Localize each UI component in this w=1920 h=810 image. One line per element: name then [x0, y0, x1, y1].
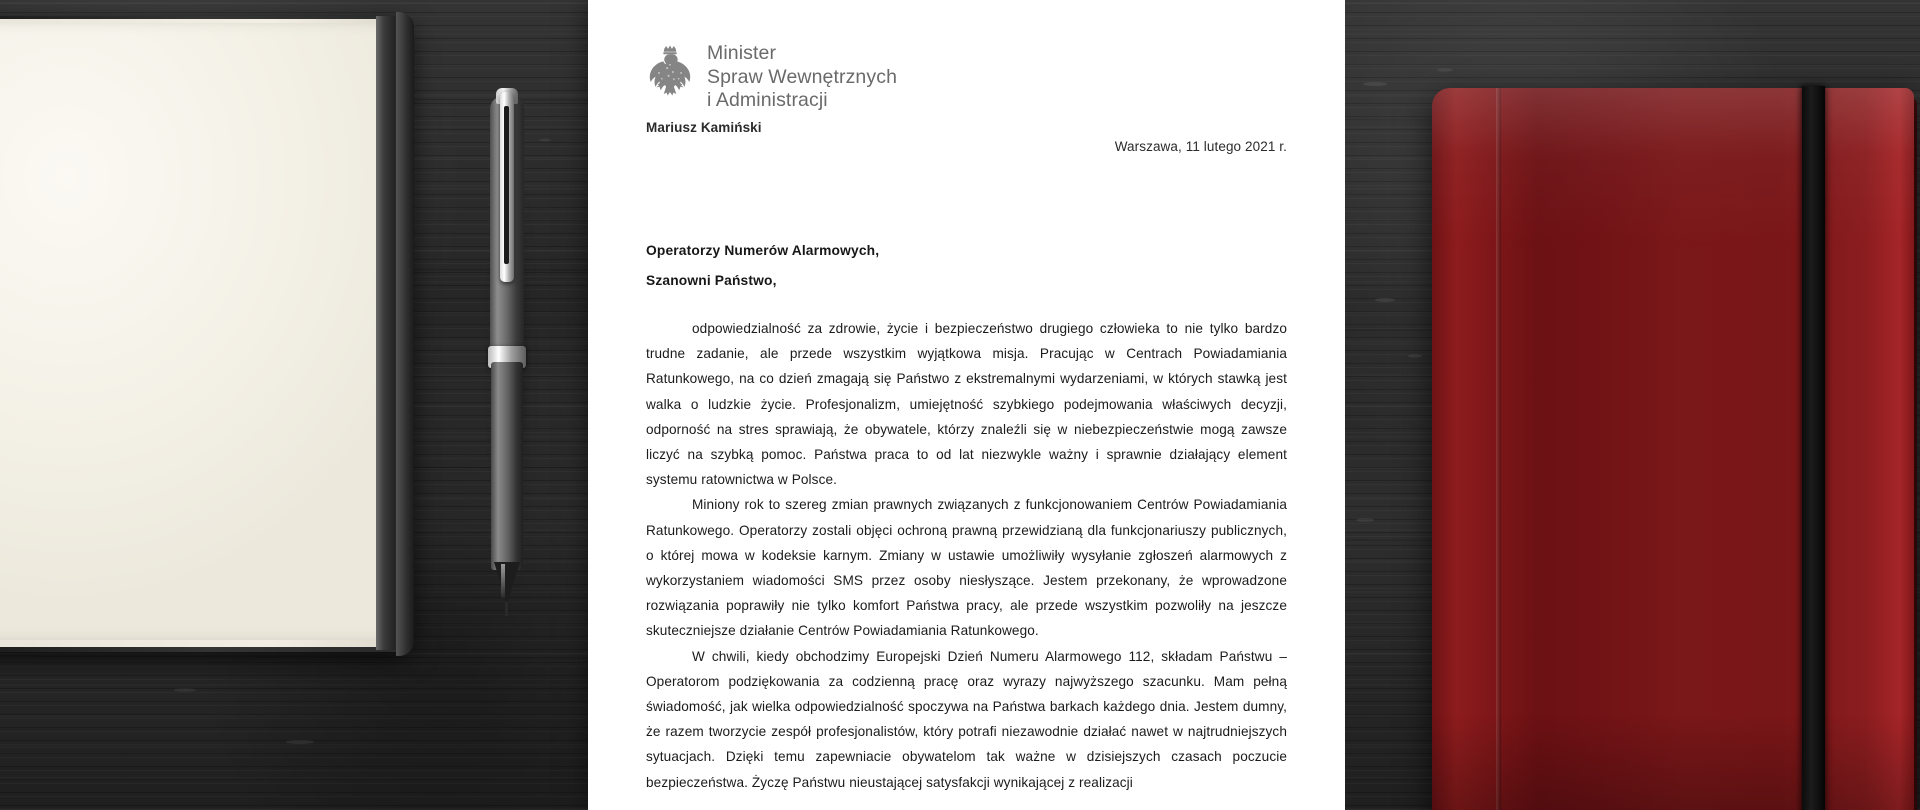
polish-eagle-emblem-icon: [646, 44, 694, 98]
ministry-line-3: i Administracji: [707, 89, 828, 111]
place-and-date: Warszawa, 11 lutego 2021 r.: [1114, 139, 1287, 154]
ballpoint-pen: [486, 62, 528, 614]
letter-document: [588, 0, 1345, 810]
open-notebook: [0, 16, 412, 652]
notebook-cover-edge: [396, 12, 414, 656]
letter-paragraph-2: Miniony rok to szereg zmian prawnych związanych z funkcjonowaniem Centrów Powiadamiania Ratunkowego. Operatorzy zostali objęci ochroną prawną przewidzianą dla funkcjonariuszy publicznych, o której mowa w kodeksie karnym. Zmiany w ustawie umożliwiły wysyłanie zgłoszeń alarmowych z wykorzystaniem wiadomości SMS przez osoby niesłyszące. Jestem przekonany, że wprowadzone rozwiązania poprawiły nie tylko komfort Państwa pracy, ale przede wszystkim pozwoliły na jeszcze skuteczniejsze działanie Centrów Powiadamiania Ratunkowego.: [646, 497, 1287, 639]
pen-clip-slot: [504, 106, 509, 264]
closed-notebook-elastic-band: [1802, 86, 1825, 810]
pen-tip-cone: [494, 562, 520, 604]
pen-tip-highlight: [501, 564, 505, 598]
notebook-blank-page: [0, 23, 387, 640]
closed-notebook: [1432, 88, 1920, 810]
salutation-line-2: Szanowni Państwo,: [646, 273, 777, 288]
letter-paragraph-3: W chwili, kiedy obchodzimy Europejski Dzień Numeru Alarmowego 112, składam Państwu – Operatorom podziękowania za codzienną pracę oraz wyrazy najwyższego szacunku. Mam pełną świadomość, jak wielka odpowiedzialność spoczywa na Państwa barkach każdego dnia. Jestem dumny, że razem tworzycie zespół profesjonalistów, który potrafi niezawodnie działać nawet w najtrudniejszych sytuacjach. Dzięki temu zapewniacie obywatelom tak ważne w dzisiejszych czasach poczucie bezpieczeństwa. Życzę Państwu nieustającej satysfakcji wynikającej z realizacji: [646, 648, 1287, 790]
closed-notebook-cover: [1432, 88, 1914, 810]
ministry-line-2: Spraw Wewnętrznych: [707, 65, 898, 88]
ministry-line-1: Minister: [707, 42, 777, 64]
salutation-line-1: Operatorzy Numerów Alarmowych,: [646, 243, 880, 258]
letter-body: [646, 316, 1287, 795]
pen-nib: [505, 602, 508, 616]
letterhead: [646, 42, 897, 113]
ministry-name: [707, 42, 897, 113]
closed-notebook-spine-fold: [1496, 88, 1501, 810]
letter-page: [588, 0, 1345, 810]
pen-barrel: [491, 362, 523, 570]
letter-paragraph-1: odpowiedzialność za zdrowie, życie i bezpieczeństwo drugiego człowieka to nie tylko bardzo trudne zadanie, ale przede wszystkim wyjątkowa misja. Pracując w Centrach Powiadamiania Ratunkowego, na co dzień zmagają się Państwo z ekstremalnymi wydarzeniami, w których stawką jest walka o ludzkie życie. Profesjonalizm, umiejętność szybkiego podejmowania właściwych decyzji, odporność na stres sprawiają, że obywatele, którzy znaleźli się w niebezpieczeństwie mogą zawsze liczyć na szybką pomoc. Państwa praca to od lat niezwykle ważny i sprawnie działający element systemu ratownictwa w Polsce.: [646, 321, 1287, 488]
salutation-block: [646, 236, 879, 296]
signer-name: Mariusz Kamiński: [646, 120, 762, 135]
